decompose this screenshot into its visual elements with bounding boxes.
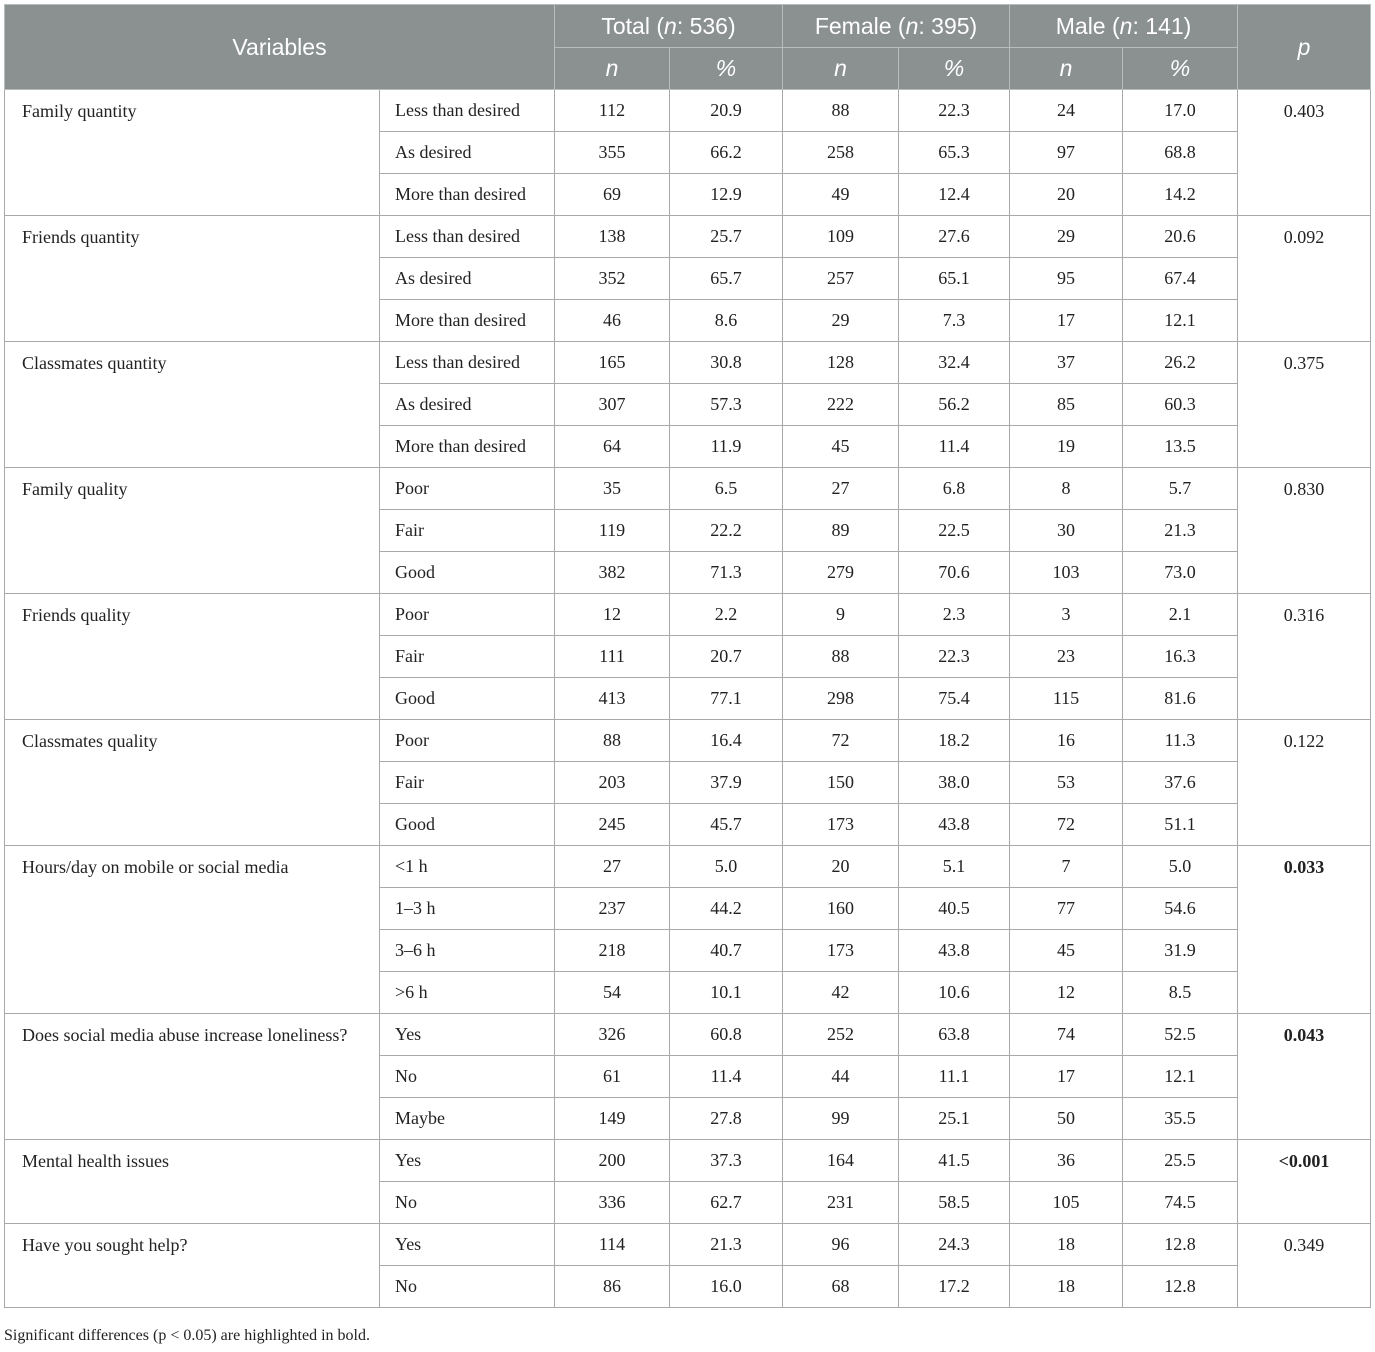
table-row <box>5 1014 1371 1056</box>
total-pct-cell: 11.9 <box>670 426 783 468</box>
female-pct-cell: 43.8 <box>899 930 1010 972</box>
male-n-cell: 3 <box>1010 594 1123 636</box>
male-n-cell: 45 <box>1010 930 1123 972</box>
total-pct-cell: 40.7 <box>670 930 783 972</box>
total-pct-cell: 6.5 <box>670 468 783 510</box>
p-header: p <box>1238 5 1371 90</box>
table-body <box>5 90 1371 1308</box>
category-cell: Less than desired <box>380 216 555 258</box>
total-n-cell: 307 <box>555 384 670 426</box>
category-cell: No <box>380 1056 555 1098</box>
p-value-cell: 0.830 <box>1238 468 1371 594</box>
female-n-cell: 20 <box>783 846 899 888</box>
total-n-cell: 237 <box>555 888 670 930</box>
male-n-cell: 30 <box>1010 510 1123 552</box>
total-pct-cell: 37.3 <box>670 1140 783 1182</box>
variable-cell: Hours/day on mobile or social media <box>5 846 380 1014</box>
female-pct-cell: 25.1 <box>899 1098 1010 1140</box>
male-n-cell: 24 <box>1010 90 1123 132</box>
total-n-cell: 61 <box>555 1056 670 1098</box>
total-n-cell: 245 <box>555 804 670 846</box>
total-n-cell: 382 <box>555 552 670 594</box>
female-pct-cell: 17.2 <box>899 1266 1010 1308</box>
female-pct-cell: 12.4 <box>899 174 1010 216</box>
total-pct-cell: 16.0 <box>670 1266 783 1308</box>
male-pct-cell: 35.5 <box>1123 1098 1238 1140</box>
total-n-cell: 114 <box>555 1224 670 1266</box>
female-n-cell: 88 <box>783 90 899 132</box>
table-row <box>5 594 1371 636</box>
male-pct-cell: 68.8 <box>1123 132 1238 174</box>
female-pct-cell: 24.3 <box>899 1224 1010 1266</box>
male-pct-cell: 2.1 <box>1123 594 1238 636</box>
male-n-cell: 16 <box>1010 720 1123 762</box>
male-n-cell: 103 <box>1010 552 1123 594</box>
male-n-cell: 17 <box>1010 300 1123 342</box>
total-pct-cell: 22.2 <box>670 510 783 552</box>
female-pct-cell: 22.5 <box>899 510 1010 552</box>
p-value-cell: 0.403 <box>1238 90 1371 216</box>
category-cell: No <box>380 1182 555 1224</box>
male-n-cell: 95 <box>1010 258 1123 300</box>
female-n-cell: 99 <box>783 1098 899 1140</box>
total-n-cell: 355 <box>555 132 670 174</box>
variable-cell: Friends quantity <box>5 216 380 342</box>
male-pct-header: % <box>1123 48 1238 90</box>
female-pct-cell: 11.4 <box>899 426 1010 468</box>
table-row <box>5 846 1371 888</box>
category-cell: Yes <box>380 1224 555 1266</box>
total-n-cell: 336 <box>555 1182 670 1224</box>
male-pct-cell: 13.5 <box>1123 426 1238 468</box>
total-pct-cell: 77.1 <box>670 678 783 720</box>
male-n-cell: 23 <box>1010 636 1123 678</box>
female-pct-cell: 75.4 <box>899 678 1010 720</box>
category-cell: Fair <box>380 510 555 552</box>
male-pct-cell: 14.2 <box>1123 174 1238 216</box>
female-pct-cell: 38.0 <box>899 762 1010 804</box>
p-value-cell: 0.349 <box>1238 1224 1371 1308</box>
total-pct-cell: 11.4 <box>670 1056 783 1098</box>
category-cell: Fair <box>380 762 555 804</box>
female-pct-cell: 65.1 <box>899 258 1010 300</box>
female-n-cell: 150 <box>783 762 899 804</box>
male-pct-cell: 52.5 <box>1123 1014 1238 1056</box>
variable-cell: Friends quality <box>5 594 380 720</box>
category-cell: Good <box>380 804 555 846</box>
male-pct-cell: 67.4 <box>1123 258 1238 300</box>
total-pct-cell: 66.2 <box>670 132 783 174</box>
total-pct-cell: 44.2 <box>670 888 783 930</box>
female-pct-cell: 58.5 <box>899 1182 1010 1224</box>
female-n-cell: 279 <box>783 552 899 594</box>
variable-cell: Classmates quantity <box>5 342 380 468</box>
category-cell: Fair <box>380 636 555 678</box>
total-pct-cell: 12.9 <box>670 174 783 216</box>
p-value-cell: <0.001 <box>1238 1140 1371 1224</box>
male-n-cell: 36 <box>1010 1140 1123 1182</box>
variable-cell: Does social media abuse increase loneliness? <box>5 1014 380 1140</box>
male-n-cell: 85 <box>1010 384 1123 426</box>
p-value-cell: 0.316 <box>1238 594 1371 720</box>
category-cell: As desired <box>380 258 555 300</box>
female-n-cell: 164 <box>783 1140 899 1182</box>
total-pct-cell: 37.9 <box>670 762 783 804</box>
male-n-cell: 29 <box>1010 216 1123 258</box>
total-pct-cell: 71.3 <box>670 552 783 594</box>
total-n-header: n <box>555 48 670 90</box>
male-n-cell: 53 <box>1010 762 1123 804</box>
male-pct-cell: 31.9 <box>1123 930 1238 972</box>
female-pct-cell: 27.6 <box>899 216 1010 258</box>
p-value-cell: 0.122 <box>1238 720 1371 846</box>
female-n-cell: 128 <box>783 342 899 384</box>
table-row <box>5 216 1371 258</box>
total-pct-cell: 10.1 <box>670 972 783 1014</box>
p-value-cell: 0.043 <box>1238 1014 1371 1140</box>
male-pct-cell: 21.3 <box>1123 510 1238 552</box>
total-n-cell: 203 <box>555 762 670 804</box>
total-pct-cell: 62.7 <box>670 1182 783 1224</box>
female-pct-cell: 5.1 <box>899 846 1010 888</box>
female-pct-cell: 2.3 <box>899 594 1010 636</box>
male-pct-cell: 5.0 <box>1123 846 1238 888</box>
total-pct-cell: 60.8 <box>670 1014 783 1056</box>
female-pct-cell: 22.3 <box>899 636 1010 678</box>
male-pct-cell: 74.5 <box>1123 1182 1238 1224</box>
female-n-cell: 96 <box>783 1224 899 1266</box>
female-n-cell: 49 <box>783 174 899 216</box>
table-row <box>5 342 1371 384</box>
total-pct-cell: 16.4 <box>670 720 783 762</box>
male-pct-cell: 12.8 <box>1123 1266 1238 1308</box>
male-n-cell: 12 <box>1010 972 1123 1014</box>
total-n-cell: 413 <box>555 678 670 720</box>
male-n-header: n <box>1010 48 1123 90</box>
total-n-cell: 165 <box>555 342 670 384</box>
category-cell: Maybe <box>380 1098 555 1140</box>
total-pct-cell: 45.7 <box>670 804 783 846</box>
male-n-cell: 20 <box>1010 174 1123 216</box>
variable-cell: Family quality <box>5 468 380 594</box>
total-pct-cell: 21.3 <box>670 1224 783 1266</box>
p-value-cell: 0.092 <box>1238 216 1371 342</box>
category-cell: Yes <box>380 1140 555 1182</box>
female-pct-cell: 70.6 <box>899 552 1010 594</box>
female-n-cell: 298 <box>783 678 899 720</box>
total-n-cell: 218 <box>555 930 670 972</box>
female-pct-cell: 11.1 <box>899 1056 1010 1098</box>
category-cell: As desired <box>380 384 555 426</box>
variable-cell: Classmates quality <box>5 720 380 846</box>
total-n-cell: 119 <box>555 510 670 552</box>
footnote: Significant differences (p < 0.05) are highlighted in bold. <box>4 1327 370 1344</box>
category-cell: <1 h <box>380 846 555 888</box>
male-n-cell: 37 <box>1010 342 1123 384</box>
male-pct-cell: 5.7 <box>1123 468 1238 510</box>
male-pct-cell: 73.0 <box>1123 552 1238 594</box>
male-pct-cell: 11.3 <box>1123 720 1238 762</box>
category-cell: More than desired <box>380 174 555 216</box>
male-pct-cell: 81.6 <box>1123 678 1238 720</box>
category-cell: Good <box>380 552 555 594</box>
category-cell: More than desired <box>380 300 555 342</box>
male-n-cell: 7 <box>1010 846 1123 888</box>
total-pct-cell: 65.7 <box>670 258 783 300</box>
female-pct-cell: 43.8 <box>899 804 1010 846</box>
female-pct-cell: 10.6 <box>899 972 1010 1014</box>
male-header: Male (n: 141) <box>1010 5 1238 48</box>
female-pct-cell: 40.5 <box>899 888 1010 930</box>
male-pct-cell: 37.6 <box>1123 762 1238 804</box>
female-pct-cell: 6.8 <box>899 468 1010 510</box>
category-cell: Good <box>380 678 555 720</box>
total-pct-cell: 8.6 <box>670 300 783 342</box>
p-value-cell: 0.375 <box>1238 342 1371 468</box>
female-header: Female (n: 395) <box>783 5 1010 48</box>
total-n-cell: 138 <box>555 216 670 258</box>
female-n-cell: 160 <box>783 888 899 930</box>
total-n-cell: 69 <box>555 174 670 216</box>
female-pct-cell: 7.3 <box>899 300 1010 342</box>
total-n-cell: 352 <box>555 258 670 300</box>
male-pct-cell: 51.1 <box>1123 804 1238 846</box>
total-n-cell: 35 <box>555 468 670 510</box>
variables-header: Variables <box>5 5 555 90</box>
total-n-cell: 64 <box>555 426 670 468</box>
male-pct-cell: 17.0 <box>1123 90 1238 132</box>
female-n-cell: 173 <box>783 930 899 972</box>
female-n-cell: 9 <box>783 594 899 636</box>
female-pct-cell: 18.2 <box>899 720 1010 762</box>
total-header: Total (n: 536) <box>555 5 783 48</box>
total-pct-cell: 57.3 <box>670 384 783 426</box>
female-n-cell: 88 <box>783 636 899 678</box>
total-pct-cell: 2.2 <box>670 594 783 636</box>
header-row <box>5 5 1371 48</box>
total-n-cell: 149 <box>555 1098 670 1140</box>
male-pct-cell: 20.6 <box>1123 216 1238 258</box>
female-n-cell: 252 <box>783 1014 899 1056</box>
category-cell: Less than desired <box>380 90 555 132</box>
female-n-header: n <box>783 48 899 90</box>
male-pct-cell: 12.1 <box>1123 1056 1238 1098</box>
category-cell: More than desired <box>380 426 555 468</box>
category-cell: Less than desired <box>380 342 555 384</box>
total-pct-cell: 27.8 <box>670 1098 783 1140</box>
female-n-cell: 68 <box>783 1266 899 1308</box>
male-pct-cell: 25.5 <box>1123 1140 1238 1182</box>
table-row <box>5 720 1371 762</box>
female-n-cell: 258 <box>783 132 899 174</box>
male-n-cell: 74 <box>1010 1014 1123 1056</box>
male-n-cell: 77 <box>1010 888 1123 930</box>
total-pct-cell: 5.0 <box>670 846 783 888</box>
female-n-cell: 44 <box>783 1056 899 1098</box>
female-n-cell: 173 <box>783 804 899 846</box>
female-pct-cell: 22.3 <box>899 90 1010 132</box>
female-n-cell: 89 <box>783 510 899 552</box>
male-n-cell: 115 <box>1010 678 1123 720</box>
total-n-cell: 27 <box>555 846 670 888</box>
female-n-cell: 45 <box>783 426 899 468</box>
female-n-cell: 29 <box>783 300 899 342</box>
female-pct-header: % <box>899 48 1010 90</box>
male-pct-cell: 54.6 <box>1123 888 1238 930</box>
female-pct-cell: 65.3 <box>899 132 1010 174</box>
male-n-cell: 17 <box>1010 1056 1123 1098</box>
category-cell: Poor <box>380 720 555 762</box>
category-cell: Poor <box>380 468 555 510</box>
table-row <box>5 1224 1371 1266</box>
male-n-cell: 50 <box>1010 1098 1123 1140</box>
category-cell: Yes <box>380 1014 555 1056</box>
male-pct-cell: 12.1 <box>1123 300 1238 342</box>
female-pct-cell: 32.4 <box>899 342 1010 384</box>
female-n-cell: 222 <box>783 384 899 426</box>
category-cell: 3–6 h <box>380 930 555 972</box>
male-pct-cell: 26.2 <box>1123 342 1238 384</box>
male-n-cell: 97 <box>1010 132 1123 174</box>
total-pct-cell: 20.7 <box>670 636 783 678</box>
category-cell: No <box>380 1266 555 1308</box>
total-n-cell: 326 <box>555 1014 670 1056</box>
total-n-cell: 54 <box>555 972 670 1014</box>
variable-cell: Have you sought help? <box>5 1224 380 1308</box>
total-n-cell: 111 <box>555 636 670 678</box>
table-row <box>5 468 1371 510</box>
total-n-cell: 86 <box>555 1266 670 1308</box>
male-n-cell: 105 <box>1010 1182 1123 1224</box>
female-n-cell: 42 <box>783 972 899 1014</box>
total-pct-cell: 30.8 <box>670 342 783 384</box>
category-cell: Poor <box>380 594 555 636</box>
male-pct-cell: 60.3 <box>1123 384 1238 426</box>
total-pct-header: % <box>670 48 783 90</box>
female-pct-cell: 56.2 <box>899 384 1010 426</box>
p-value-cell: 0.033 <box>1238 846 1371 1014</box>
female-n-cell: 231 <box>783 1182 899 1224</box>
male-n-cell: 19 <box>1010 426 1123 468</box>
female-pct-cell: 63.8 <box>899 1014 1010 1056</box>
male-pct-cell: 8.5 <box>1123 972 1238 1014</box>
total-pct-cell: 25.7 <box>670 216 783 258</box>
variable-cell: Family quantity <box>5 90 380 216</box>
female-n-cell: 72 <box>783 720 899 762</box>
variable-cell: Mental health issues <box>5 1140 380 1224</box>
male-n-cell: 18 <box>1010 1266 1123 1308</box>
table-row <box>5 1140 1371 1182</box>
total-pct-cell: 20.9 <box>670 90 783 132</box>
category-cell: 1–3 h <box>380 888 555 930</box>
category-cell: As desired <box>380 132 555 174</box>
results-table <box>4 4 1371 1308</box>
female-n-cell: 27 <box>783 468 899 510</box>
category-cell: >6 h <box>380 972 555 1014</box>
female-n-cell: 109 <box>783 216 899 258</box>
table-row <box>5 90 1371 132</box>
total-n-cell: 46 <box>555 300 670 342</box>
total-n-cell: 12 <box>555 594 670 636</box>
male-pct-cell: 12.8 <box>1123 1224 1238 1266</box>
male-n-cell: 18 <box>1010 1224 1123 1266</box>
male-n-cell: 72 <box>1010 804 1123 846</box>
total-n-cell: 88 <box>555 720 670 762</box>
male-n-cell: 8 <box>1010 468 1123 510</box>
total-n-cell: 200 <box>555 1140 670 1182</box>
male-pct-cell: 16.3 <box>1123 636 1238 678</box>
total-n-cell: 112 <box>555 90 670 132</box>
female-n-cell: 257 <box>783 258 899 300</box>
female-pct-cell: 41.5 <box>899 1140 1010 1182</box>
